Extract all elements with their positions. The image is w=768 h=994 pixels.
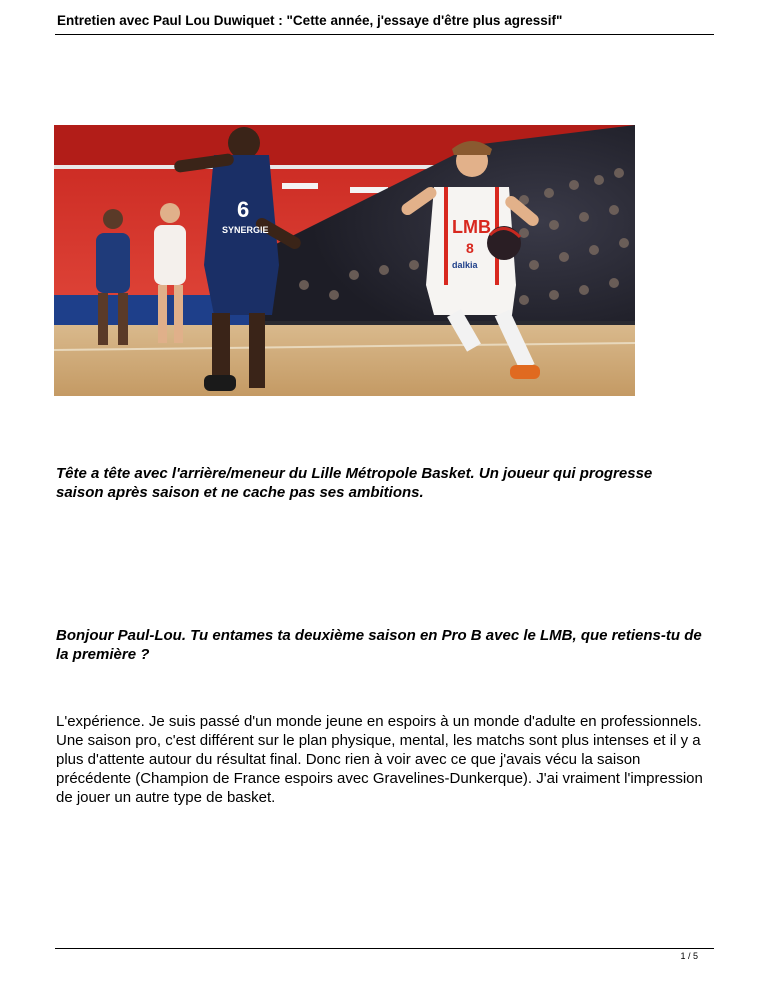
jersey-number: 8 — [466, 240, 474, 256]
article-lead: Tête a tête avec l'arrière/meneur du Lille Métropole Basket. Un joueur qui progresse saison après saison et ne cache pas ses ambitions. — [56, 465, 653, 501]
opponent-number: 6 — [237, 197, 250, 222]
header-divider — [55, 34, 714, 35]
opponent-sponsor: SYNERGIE — [222, 225, 269, 235]
interview-answer: L'expérience. Je suis passé d'un monde jeune en espoirs à un monde d'adulte en professionnels. Une saison pro, c'est différent sur le plan physique, mental, les matchs sont plus intenses et il y a plus d'attente autour du résultat final. Donc rien à voir avec ce que j'avais vécu la saison précédente (Champion de France espoirs avec Gravelines-Dunkerque). J'ai vraiment l'impression de jouer un autre type de basket. — [56, 713, 703, 806]
article-photo — [54, 125, 635, 396]
jersey-sponsor: dalkia — [452, 260, 478, 270]
interview-question: Bonjour Paul-Lou. Tu entames ta deuxième saison en Pro B avec le LMB, que retiens-tu de la première ? — [56, 627, 702, 663]
footer-divider — [55, 948, 714, 949]
page-title: Entretien avec Paul Lou Duwiquet : "Cette année, j'essaye d'être plus agressif" — [57, 13, 563, 28]
page-number: 1 / 5 — [680, 951, 698, 961]
jersey-text: LMB — [452, 217, 491, 237]
